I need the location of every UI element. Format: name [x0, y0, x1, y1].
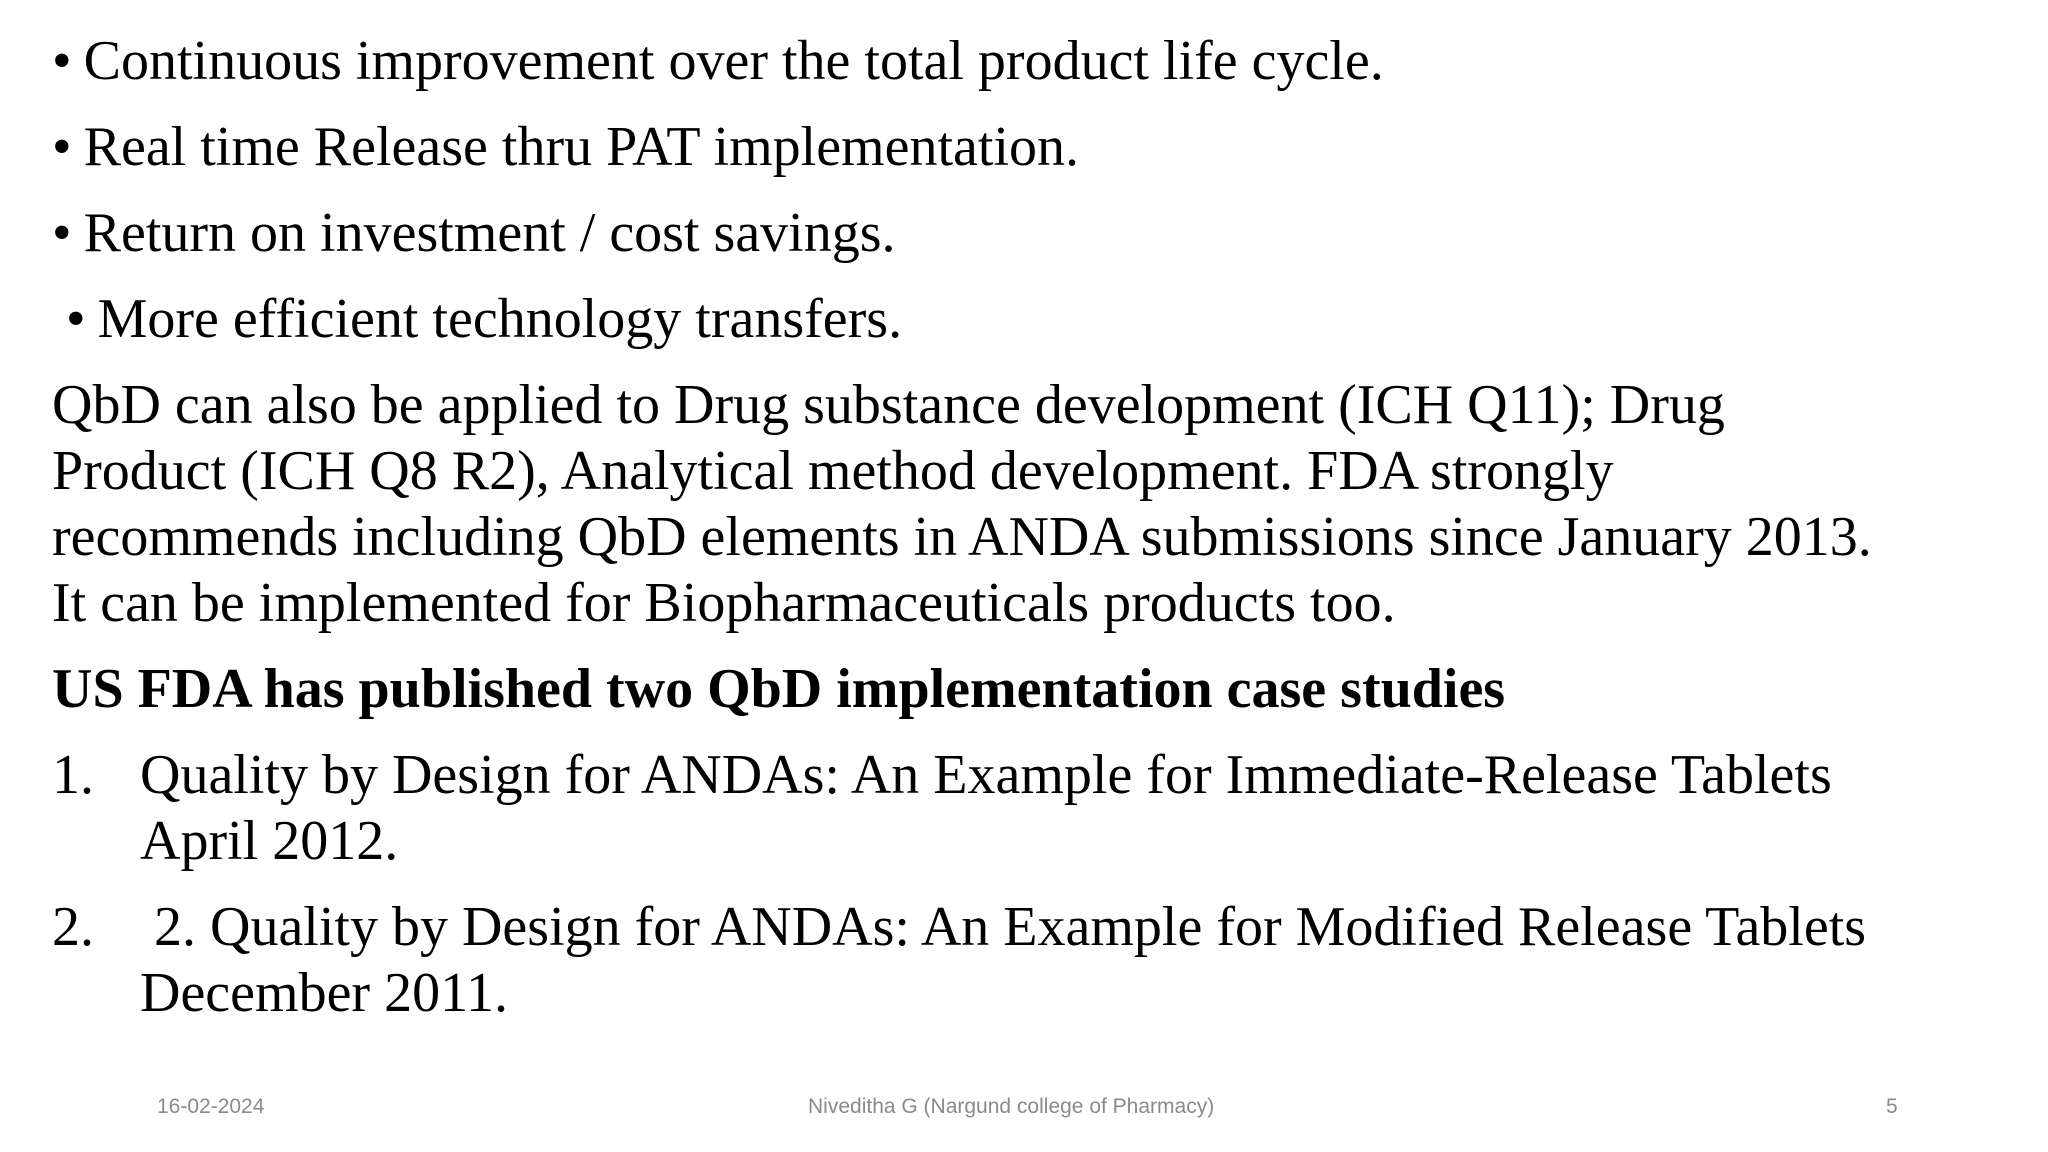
bullet-text: More efficient technology transfers. — [97, 288, 903, 350]
bullet-dot: • — [52, 202, 72, 264]
item-line: December 2011. — [140, 962, 508, 1024]
item-line: April 2012. — [140, 810, 399, 872]
bullet-dot: • — [66, 288, 86, 350]
paragraph-line: Product (ICH Q8 R2), Analytical method development. FDA strongly — [52, 440, 1614, 502]
body-paragraph — [52, 372, 2032, 636]
bullet-text: Continuous improvement over the total product life cycle. — [83, 30, 1384, 92]
section-heading: US FDA has published two QbD implementation case studies — [52, 658, 1506, 720]
bullet-dot: • — [52, 116, 72, 178]
paragraph-line: QbD can also be applied to Drug substance development (ICH Q11); Drug — [52, 374, 1725, 436]
footer-date: 16-02-2024 — [157, 1095, 265, 1118]
bullet-item — [52, 200, 896, 266]
item-line: 2. Quality by Design for ANDAs: An Example for Modified Release Tablets — [154, 896, 1867, 958]
item-number: 1. — [52, 744, 94, 806]
item-body — [140, 742, 1832, 874]
paragraph-line: It can be implemented for Biopharmaceuticals products too. — [52, 572, 1396, 634]
footer-author: Niveditha G (Nargund college of Pharmacy) — [808, 1095, 1215, 1118]
bullet-item — [52, 114, 1079, 180]
item-number: 2. — [52, 896, 94, 958]
bullet-text: Return on investment / cost savings. — [83, 202, 896, 264]
bullet-text: Real time Release thru PAT implementation. — [83, 116, 1080, 178]
bullet-dot: • — [52, 30, 72, 92]
paragraph-line: recommends including QbD elements in ANDA submissions since January 2013. — [52, 506, 1872, 568]
item-line: Quality by Design for ANDAs: An Example for Immediate-Release Tablets — [140, 744, 1832, 806]
footer-page-number: 5 — [1886, 1095, 1898, 1118]
bullet-item — [66, 286, 902, 352]
bullet-item — [52, 28, 1384, 94]
item-body — [140, 894, 1866, 1026]
